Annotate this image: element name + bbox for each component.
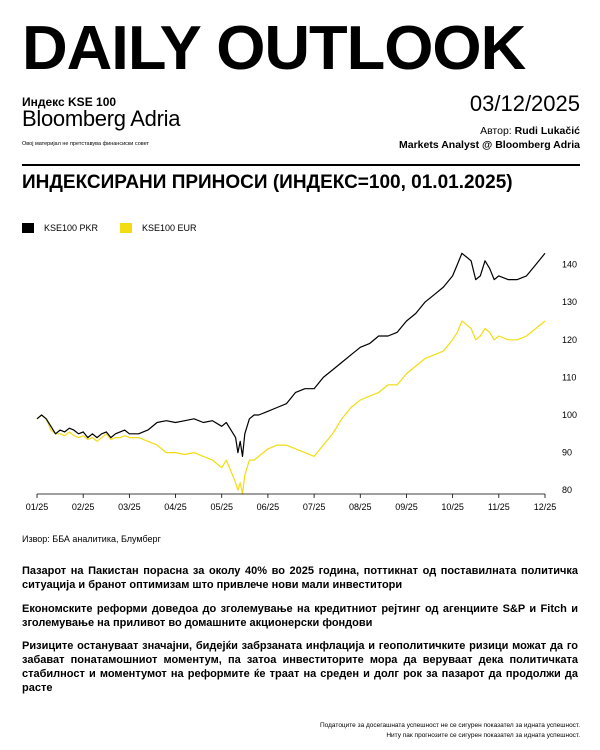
source-note: Извор: ББА аналитика, Блумберг	[22, 534, 161, 544]
series-line-pkr	[37, 253, 545, 456]
series-line-eur	[37, 321, 545, 494]
x-tick-label: 08/25	[349, 502, 372, 512]
y-tick-label: 90	[562, 447, 573, 458]
y-tick-label: 80	[562, 485, 573, 496]
author-role: Markets Analyst @ Bloomberg Adria	[398, 139, 580, 151]
y-tick-label: 130	[562, 297, 578, 308]
x-tick-label: 10/25	[441, 502, 464, 512]
legend-label-pkr: KSE100 PKR	[44, 223, 99, 233]
bullet-paragraph-3: Ризиците остануваат значајни, бидејќи забрзаната инфлација и геополитичките ризици можат да го забават понатамошниот моментум, па затоа инвеститорите мора да веруваат дека политичката стабилност и моментумот на реформите ќе траат на среден и долг рок за пазарот да продолжи да расте	[22, 640, 578, 694]
x-tick-label: 03/25	[118, 502, 141, 512]
y-tick-label: 110	[562, 372, 577, 383]
y-tick-label: 120	[562, 334, 578, 345]
footer-line-1: Податоците за досегашната успешност не се сигурен показател за идната успешност.	[320, 722, 580, 729]
brand-logo-text: Bloomberg Adria	[22, 106, 181, 131]
y-tick-label: 100	[562, 410, 578, 421]
chart-title: ИНДЕКСИРАНИ ПРИНОСИ (ИНДЕКС=100, 01.01.2025)	[22, 172, 513, 193]
footer-disclaimer	[320, 721, 580, 741]
x-tick-label: 04/25	[164, 502, 187, 512]
report-date: 03/12/2025	[469, 91, 580, 116]
x-tick-label: 07/25	[302, 502, 326, 512]
x-tick-label: 05/25	[210, 502, 233, 512]
x-tick-label: 11/25	[487, 502, 510, 512]
bullet-paragraph-2: Економските реформи доведоа до зголемување на кредитниот рејтинг од агенциите S&P и Fitch и зголемување на приливот во домашните акционерски фондови	[22, 603, 578, 629]
x-tick-label: 02/25	[71, 502, 95, 512]
page-title: DAILY OUTLOOK	[22, 14, 526, 83]
x-tick-label: 12/25	[533, 502, 557, 512]
author-name: Rudi Lukačić	[514, 125, 580, 137]
author-prefix: Автор:	[480, 125, 515, 137]
index-label: Индекс KSE 100	[22, 95, 117, 109]
y-tick-label: 140	[562, 259, 578, 270]
footer-line-2: Ниту пак прогнозите се сигурен показател за идната успешност.	[386, 732, 580, 739]
x-tick-label: 06/25	[256, 502, 280, 512]
legend-label-eur: KSE100 EUR	[142, 223, 197, 233]
bullet-paragraph-1: Пазарот на Пакистан порасна за околу 40% во 2025 година, поттикнат од поставилната политичка ситуација и бранот оптимизам што привлече нови мали инвеститори	[22, 565, 578, 591]
x-tick-label: 09/25	[395, 502, 418, 512]
x-tick-label: 01/25	[25, 502, 49, 512]
financial-disclaimer: Овој материјал не претставува финансиски совет	[22, 141, 150, 147]
